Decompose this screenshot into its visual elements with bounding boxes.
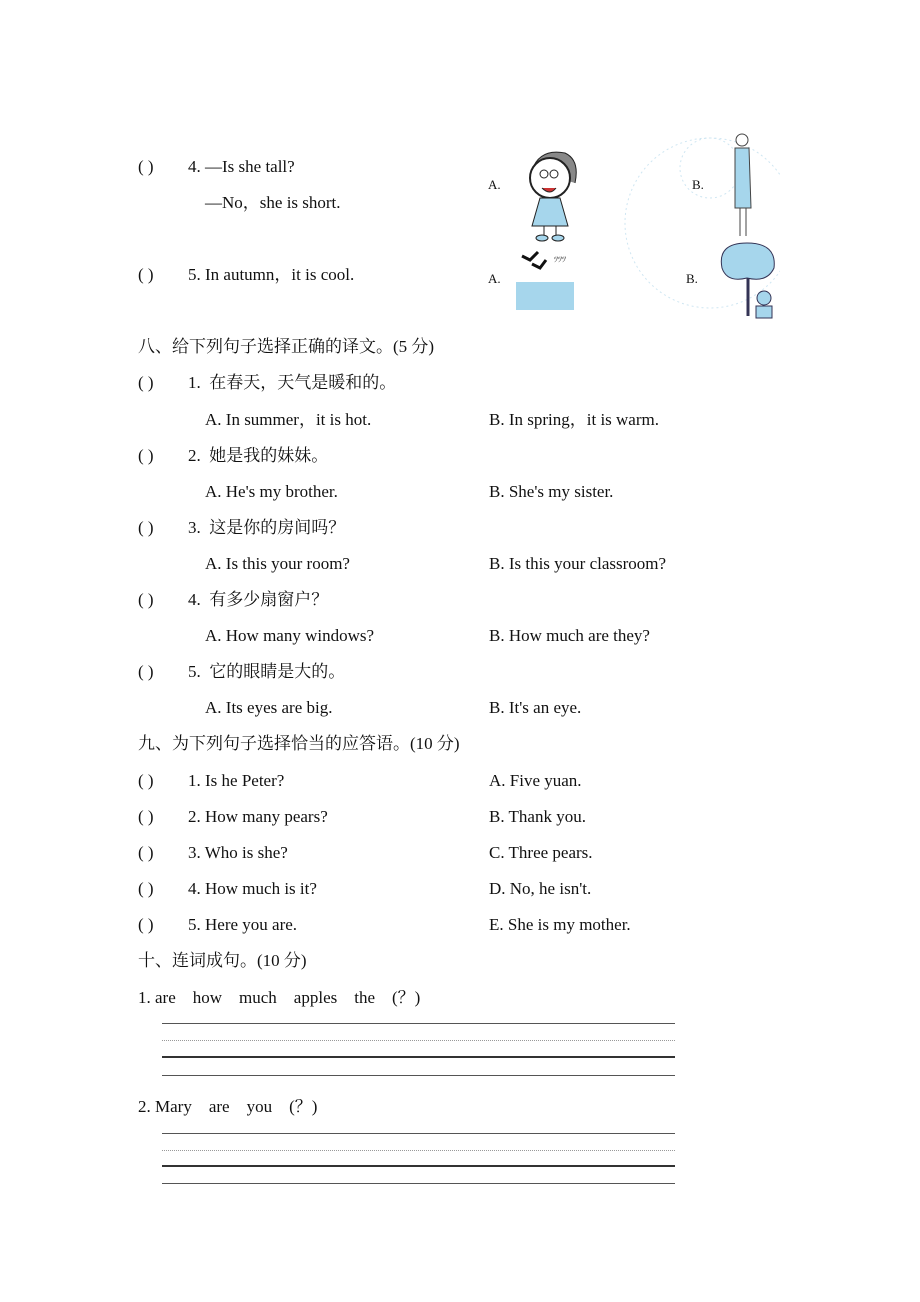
tall-woman-image xyxy=(727,130,757,242)
answer-blank[interactable]: ( ) xyxy=(138,807,154,826)
question-text: —No，she is short. xyxy=(205,193,341,212)
option-b: B. How much are they? xyxy=(489,626,650,645)
option-b: B. In spring，it is warm. xyxy=(489,410,659,429)
answer-blank[interactable]: ( ) xyxy=(138,518,154,537)
writing-line xyxy=(162,1040,675,1041)
question-text: 5. In autumn，it is cool. xyxy=(188,265,355,284)
writing-line xyxy=(162,1150,675,1151)
word-list: 2. Mary are you (？) xyxy=(138,1097,318,1116)
answer-blank[interactable]: ( ) xyxy=(138,771,154,790)
question-text: 5. Here you are. xyxy=(188,915,298,934)
option-label: B. xyxy=(692,177,704,192)
option-a: A. He's my brother. xyxy=(205,482,338,501)
option-b: B. It's an eye. xyxy=(489,698,582,717)
option-b: B. Is this your classroom? xyxy=(489,554,667,573)
question-text: 4. —Is she tall? xyxy=(188,157,295,176)
option-label: A. xyxy=(488,271,501,286)
question-text: 5. 它的眼睛是大的。 xyxy=(188,662,346,681)
response-option: B. Thank you. xyxy=(489,807,586,826)
answer-blank[interactable]: ( ) xyxy=(138,915,154,934)
option-a: A. Its eyes are big. xyxy=(205,698,333,717)
response-option: D. No, he isn't. xyxy=(489,879,592,898)
question-text: 1. 在春天，天气是暖和的。 xyxy=(188,373,397,392)
answer-blank[interactable]: ( ) xyxy=(138,373,154,392)
section-heading: 九、为下列句子选择恰当的应答语。(10 分) xyxy=(138,734,460,753)
option-label: A. xyxy=(488,177,501,192)
short-girl-image xyxy=(520,148,590,243)
question-text: 2. 她是我的妹妹。 xyxy=(188,446,329,465)
writing-line xyxy=(162,1133,675,1134)
question-text: 4. How much is it? xyxy=(188,879,317,898)
writing-line xyxy=(162,1056,675,1058)
answer-blank[interactable]: ( ) xyxy=(138,157,154,176)
option-label: B. xyxy=(686,271,698,286)
writing-line xyxy=(162,1165,675,1167)
word-list: 1. are how much apples the (？) xyxy=(138,988,421,1007)
writing-line xyxy=(162,1183,675,1184)
option-a: A. In summer，it is hot. xyxy=(205,410,372,429)
question-text: 1. Is he Peter? xyxy=(188,771,285,790)
answer-blank[interactable]: ( ) xyxy=(138,590,154,609)
writing-line xyxy=(162,1075,675,1076)
answer-blank[interactable]: ( ) xyxy=(138,265,154,284)
swallows-spring-image xyxy=(516,244,576,312)
writing-line xyxy=(162,1023,675,1024)
option-b: B. She's my sister. xyxy=(489,482,614,501)
question-text: 4. 有多少扇窗户？ xyxy=(188,590,329,609)
answer-blank[interactable]: ( ) xyxy=(138,843,154,862)
autumn-tree-image xyxy=(712,238,782,320)
section-heading: 八、给下列句子选择正确的译文。(5 分) xyxy=(138,337,435,356)
response-option: E. She is my mother. xyxy=(489,915,631,934)
option-a: A. How many windows? xyxy=(205,626,375,645)
response-option: A. Five yuan. xyxy=(489,771,582,790)
answer-blank[interactable]: ( ) xyxy=(138,662,154,681)
answer-blank[interactable]: ( ) xyxy=(138,446,154,465)
option-a: A. Is this your room? xyxy=(205,554,350,573)
question-text: 3. Who is she? xyxy=(188,843,288,862)
question-text: 2. How many pears? xyxy=(188,807,328,826)
section-heading: 十、连词成句。(10 分) xyxy=(138,951,307,970)
response-option: C. Three pears. xyxy=(489,843,593,862)
question-text: 3. 这是你的房间吗？ xyxy=(188,518,346,537)
answer-blank[interactable]: ( ) xyxy=(138,879,154,898)
svg-text:ﾂﾂﾂ: ﾂﾂﾂ xyxy=(554,255,566,264)
